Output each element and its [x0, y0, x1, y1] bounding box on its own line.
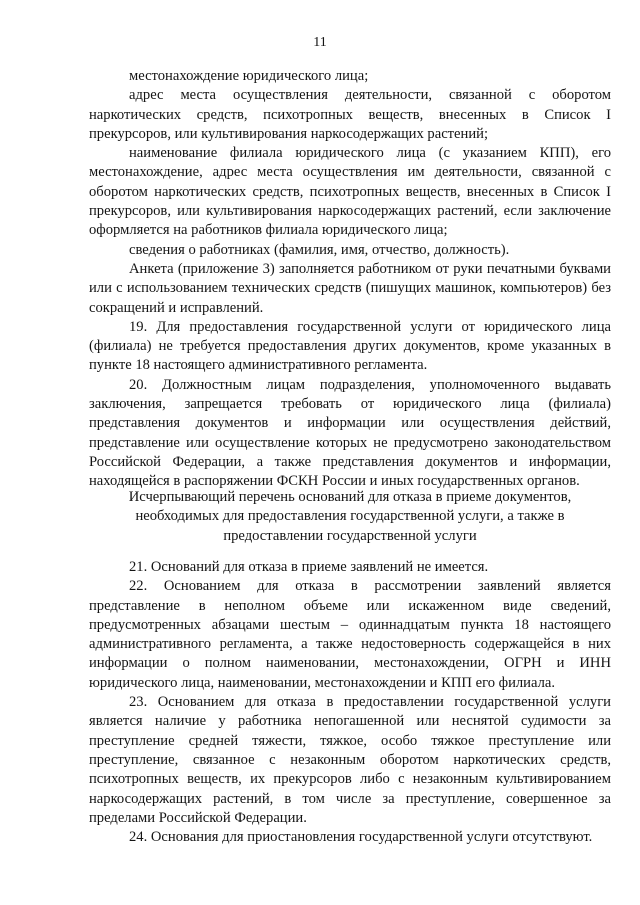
- paragraph-item-20: 20. Должностным лицам подразделения, уполномоченного выдавать заключения, запрещается требовать от юридического лица (филиала) представления документов и информации или осуществления действий, представление или осуществление которых не предусмотрено законодательством Российской Федерации, а также представления документов и информации, находящейся в распоряжении ФСКН России и иных государственных органов.: [89, 376, 611, 490]
- paragraph-branch-name: наименование филиала юридического лица (с указанием КПП), его местонахождение, адрес места осуществления им деятельности, связанной с оборотом наркотических средств, психотропных веществ, внесенных в Список I прекурсоров, или культивирования наркосодержащих растений, если заключение оформляется на работников филиала юридического лица;: [89, 145, 611, 239]
- paragraph-item-21: 21. Оснований для отказа в приеме заявлений не имеется.: [129, 559, 489, 575]
- paragraph-item-22: 22. Основанием для отказа в рассмотрении заявлений является представление в неполном объеме или искаженном виде сведений, предусмотренных абзацами шестым – одиннадцатым пункта 18 настоящего административного регламента, а также недостоверность содержащейся в них информации о полном наименовании, местонахождении, ОГРН и ИНН юридического лица, наименовании, местонахождении и КПП его филиала.: [89, 578, 611, 691]
- paragraph-activity-address: адрес места осуществления деятельности, связанной с оборотом наркотических средств, психотропных веществ, внесенных в Список I прекурсоров, или культивирования наркосодержащих растений;: [89, 87, 611, 142]
- body-text-bottom: [89, 558, 611, 847]
- section-heading: [89, 488, 611, 546]
- paragraph-item-23: 23. Основанием для отказа в предоставлении государственной услуги является наличие у работника непогашенной или неснятой судимости за преступление средней тяжести, тяжкое, особо тяжкое преступление или преступление, связанное с незаконным оборотом наркотических средств, психотропных веществ, их прекурсоров либо с незаконным культивированием наркосодержащих растений, в том числе за преступление, совершенное за пределами Российской Федерации.: [89, 694, 611, 826]
- paragraph-item-24: 24. Основания для приостановления государственной услуги отсутствуют.: [129, 829, 593, 846]
- body-text-top: [89, 67, 611, 492]
- paragraph-employee-info: сведения о работниках (фамилия, имя, отчество, должность).: [129, 241, 510, 258]
- section-heading-text: Исчерпывающий перечень оснований для отказа в приеме документов, необходимых для предоставления государственной услуги, а также в предоставлении государственной услуги: [128, 489, 572, 544]
- paragraph-legal-entity-location: местонахождение юридического лица;: [129, 68, 369, 84]
- page-number: 11: [313, 35, 327, 50]
- paragraph-item-19: 19. Для предоставления государственной услуги от юридического лица (филиала) не требуется предоставления других документов, кроме указанных в пункте 18 настоящего административного регламента.: [89, 318, 611, 374]
- paragraph-questionnaire: Анкета (приложение 3) заполняется работником от руки печатными буквами или с использованием технических средств (пишущих машинок, компьютеров) без сокращений и исправлений.: [89, 260, 611, 316]
